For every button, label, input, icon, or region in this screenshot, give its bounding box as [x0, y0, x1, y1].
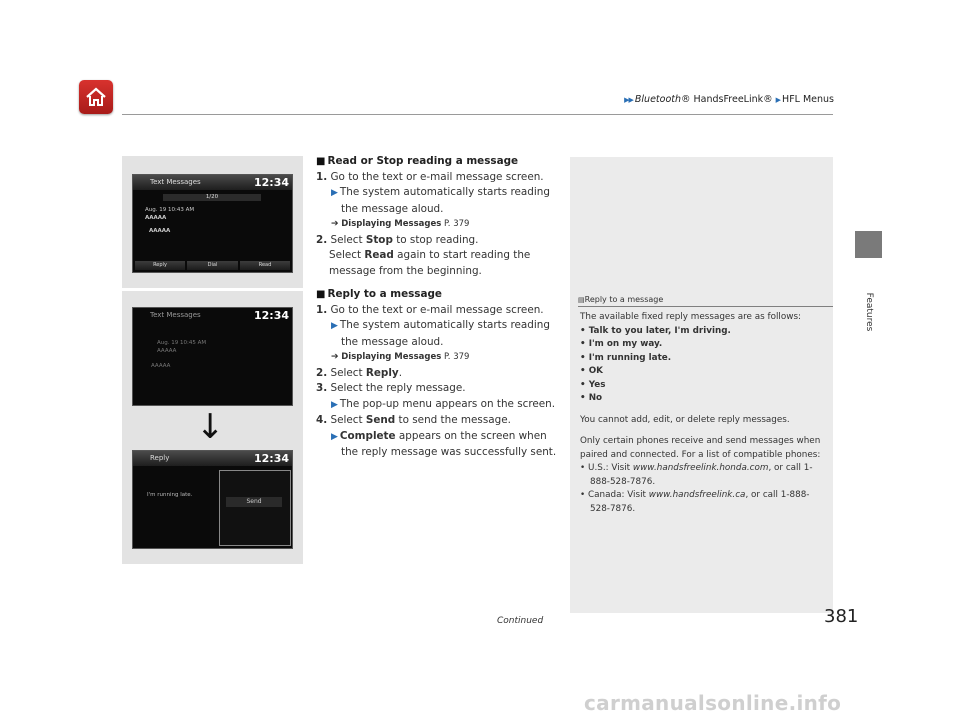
reference-icon: ➔ — [331, 352, 339, 362]
message-sender: AAAAA — [145, 215, 167, 221]
down-arrow-icon: ↓ — [196, 407, 225, 447]
breadcrumb — [624, 94, 834, 105]
message-body: AAAAA — [149, 228, 171, 234]
screen-title: Text Messages — [150, 178, 201, 186]
note-icon: ▤ — [578, 296, 585, 304]
arrow-bullet-icon: ▶ — [331, 431, 338, 442]
text-messages-screen — [132, 174, 293, 273]
features-tab-label: Features — [863, 292, 874, 332]
features-tab[interactable] — [855, 231, 882, 258]
breadcrumb-arrow-icon: ▶▶ — [624, 96, 633, 104]
home-icon — [84, 85, 108, 109]
breadcrumb-hfl[interactable]: ® HandsFreeLink® — [681, 94, 773, 105]
arrow-bullet-icon: ▶ — [331, 321, 338, 331]
panel-divider — [122, 288, 303, 291]
screen-clock: 12:34 — [253, 309, 289, 322]
section-heading-reply: ■ Reply to a message — [316, 288, 442, 300]
message-body: AAAAA — [151, 363, 171, 369]
cross-reference[interactable]: ➔ Displaying Messages P. 379 — [331, 219, 470, 229]
read-button: Read — [240, 261, 290, 270]
screen-title: Text Messages — [150, 311, 201, 319]
reply-option: • I'm running late. — [580, 352, 672, 363]
send-option: Send — [226, 497, 282, 507]
arrow-bullet-icon: ▶ — [331, 188, 338, 198]
reply-option: • Talk to you later, I'm driving. — [580, 325, 731, 336]
cross-reference[interactable]: ➔ Displaying Messages P. 379 — [331, 352, 470, 362]
home-button[interactable] — [79, 80, 113, 114]
page-number: 381 — [824, 606, 859, 627]
main-content: ■ Read or Stop reading a message 1. Go to the text or e-mail message screen. ▶ The system automatically starts reading the message aloud. ➔ Displaying Messages P. 379 2. Select Stop to stop reading. Select Read again to start reading the message from the beginning. ■ Reply to a message 1. Go to the text or e-mail message screen. ▶ The system automatically starts reading the message aloud. ➔ Displaying Messages P. 379 2. Select Reply. 3. Select the reply message. ▶ The pop-up menu appears on the screen. 4. Select Send to send the message. ▶ Complete appears on the screen when the reply message was successfully sent. — [316, 154, 566, 461]
reference-icon: ➔ — [331, 219, 339, 229]
reply-option: • No — [580, 393, 603, 403]
note-heading: ▤Reply to a message — [578, 295, 664, 304]
note-body: The available fixed reply messages are as follows: • Talk to you later, I'm driving. • I'm on my way. • I'm running late. • OK • Yes • No You cannot add, edit, or delete reply messages. Only certain phones receive and send messages when paired and connected. For a list of compatible phones: • U.S.: Visit www.handsfreelink.honda.com, or call 1-888-528-7876. • Canada: Visit www.handsfreelink.ca, or call 1-888-528-7876. — [580, 311, 828, 516]
ca-url-link[interactable]: www.handsfreelink.ca — [648, 490, 746, 500]
reply-option: • I'm on my way. — [580, 339, 663, 349]
message-date: Aug. 19 10:45 AM — [157, 340, 207, 346]
watermark: carmanualsonline.info — [584, 691, 842, 715]
screen-title: Reply — [150, 454, 170, 462]
arrow-bullet-icon: ▶ — [331, 399, 338, 410]
us-url-link[interactable]: www.handsfreelink.honda.com — [632, 463, 769, 473]
text-messages-screen-dim — [132, 307, 293, 406]
breadcrumb-hfl-menus[interactable]: HFL Menus — [782, 94, 834, 105]
reply-button: Reply — [135, 261, 185, 270]
continued-label: Continued — [497, 616, 544, 626]
screen-clock: 12:34 — [253, 176, 289, 189]
dial-button: Dial — [187, 261, 238, 270]
message-sender: AAAAA — [157, 348, 177, 354]
message-date: Aug. 19 10:43 AM — [145, 207, 195, 213]
section-heading-read: ■ Read or Stop reading a message — [316, 155, 519, 167]
send-popup — [219, 470, 291, 546]
header-rule — [122, 114, 833, 115]
breadcrumb-bluetooth[interactable]: Bluetooth — [634, 94, 682, 105]
message-counter: 1/20 — [163, 194, 261, 201]
reply-screen — [132, 450, 293, 549]
reply-option: • OK — [580, 366, 603, 376]
reply-item: I'm running late. — [147, 492, 193, 498]
note-rule — [578, 306, 833, 307]
reply-option: • Yes — [580, 379, 606, 390]
breadcrumb-separator-icon: ▶ — [775, 96, 781, 104]
screen-clock: 12:34 — [253, 452, 289, 465]
